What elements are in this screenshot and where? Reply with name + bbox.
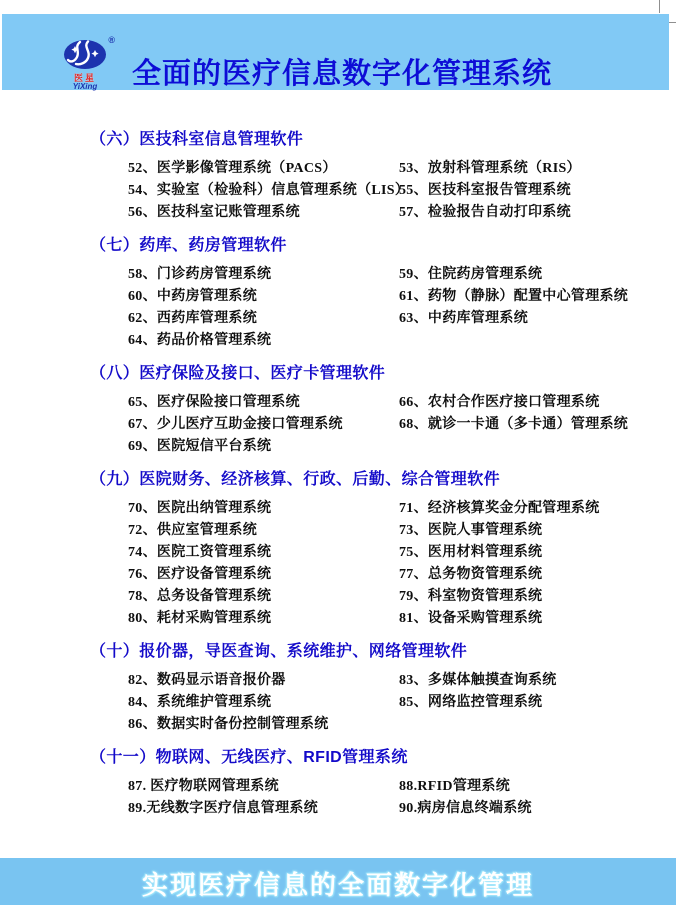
software-category-section [90,471,676,630]
catalog-item: 60、中药房管理系统 [128,289,257,304]
catalog-item: 53、放射科管理系统（RIS） [399,161,581,176]
catalog-item [399,714,676,736]
item-row [128,414,676,436]
catalog-item: 87. 医疗物联网管理系统 [128,779,279,794]
catalog-item: 75、医用材料管理系统 [399,545,543,560]
item-row [128,498,676,520]
catalog-item: 54、实验室（检验科）信息管理系统（LIS） [128,183,410,198]
catalog-item: 80、耗材采购管理系统 [128,611,272,626]
page-title: 全面的医疗信息数字化管理系统 [132,58,553,90]
item-row [128,608,676,630]
catalog-item: 58、门诊药房管理系统 [128,267,272,282]
catalog-item: 77、总务物资管理系统 [399,567,543,582]
registered-trademark-icon: ® [108,35,115,45]
software-category-section [90,131,676,224]
software-category-section [90,643,676,736]
section-heading: （十）报价器，导医查询、系统维护、网络管理软件 [90,643,468,660]
section-heading: （七）药库、药房管理软件 [90,237,287,254]
page-header [2,14,669,90]
crop-mark-vertical [659,0,660,13]
catalog-item: 55、医技科室报告管理系统 [399,183,571,198]
catalog-item: 76、医疗设备管理系统 [128,567,272,582]
catalog-item: 61、药物（静脉）配置中心管理系统 [399,289,629,304]
catalog-item: 63、中药库管理系统 [399,311,528,326]
catalog-item: 62、西药库管理系统 [128,311,257,326]
item-row [128,392,676,414]
logo-brand-latin: YiXing [72,82,98,91]
catalog-item: 66、农村合作医疗接口管理系统 [399,395,600,410]
logo-swirl-icon [64,40,106,69]
catalog-item: 78、总务设备管理系统 [128,589,272,604]
catalog-item: 68、就诊一卡通（多卡通）管理系统 [399,417,629,432]
catalog-item: 65、医疗保险接口管理系统 [128,395,300,410]
footer-title: 实现医疗信息的全面数字化管理 [141,870,534,900]
catalog-item: 83、多媒体触摸查询系统 [399,673,557,688]
page-footer [0,858,676,905]
section-heading: （九）医院财务、经济核算、行政、后勤、综合管理软件 [90,471,501,488]
catalog-item: 64、药品价格管理系统 [128,333,272,348]
item-row [128,776,676,798]
catalog-item: 69、医院短信平台系统 [128,439,272,454]
item-row [128,308,676,330]
catalog-item: 89.无线数字医疗信息管理系统 [128,801,318,816]
catalog-item: 79、科室物资管理系统 [399,589,543,604]
catalog-item: 74、医院工资管理系统 [128,545,272,560]
software-category-section [90,749,676,820]
logo-brand-text: 医星 [73,73,96,83]
catalog-item: 56、医技科室记账管理系统 [128,205,300,220]
catalog-item: 88.RFID管理系统 [399,779,511,794]
section-items [90,158,676,224]
section-items [90,776,676,820]
catalog-item: 82、数码显示语音报价器 [128,673,286,688]
item-row [128,714,676,736]
catalog-item: 90.病房信息终端系统 [399,801,532,816]
item-row [128,564,676,586]
item-row [128,286,676,308]
catalog-item: 72、供应室管理系统 [128,523,257,538]
item-row [128,520,676,542]
section-items [90,392,676,458]
item-row [128,330,676,352]
catalog-item: 73、医院人事管理系统 [399,523,543,538]
catalog-item: 85、网络监控管理系统 [399,695,543,710]
section-heading: （六）医技科室信息管理软件 [90,131,304,148]
item-row [128,158,676,180]
catalog-item [399,330,676,352]
catalog-item: 84、系统维护管理系统 [128,695,272,710]
section-items [90,670,676,736]
catalog-item: 86、数据实时备份控制管理系统 [128,717,329,732]
section-heading: （八）医疗保险及接口、医疗卡管理软件 [90,365,386,382]
section-items [90,264,676,352]
catalog-item: 70、医院出纳管理系统 [128,501,272,516]
item-row [128,180,676,202]
item-row [128,436,676,458]
catalog-item: 81、设备采购管理系统 [399,611,543,626]
software-catalog [90,90,676,820]
catalog-item: 52、医学影像管理系统（PACS） [128,161,337,176]
section-items [90,498,676,630]
catalog-item [399,436,676,458]
software-category-section [90,365,676,458]
yixing-logo [62,35,115,91]
item-row [128,542,676,564]
section-heading: （十一）物联网、无线医疗、RFID管理系统 [90,749,408,766]
item-row [128,692,676,714]
catalog-item: 59、住院药房管理系统 [399,267,543,282]
item-row [128,586,676,608]
item-row [128,798,676,820]
catalog-item: 57、检验报告自动打印系统 [399,205,571,220]
item-row [128,670,676,692]
software-category-section [90,237,676,352]
catalog-item: 71、经济核算奖金分配管理系统 [399,501,600,516]
catalog-item: 67、少儿医疗互助金接口管理系统 [128,417,343,432]
item-row [128,264,676,286]
item-row [128,202,676,224]
